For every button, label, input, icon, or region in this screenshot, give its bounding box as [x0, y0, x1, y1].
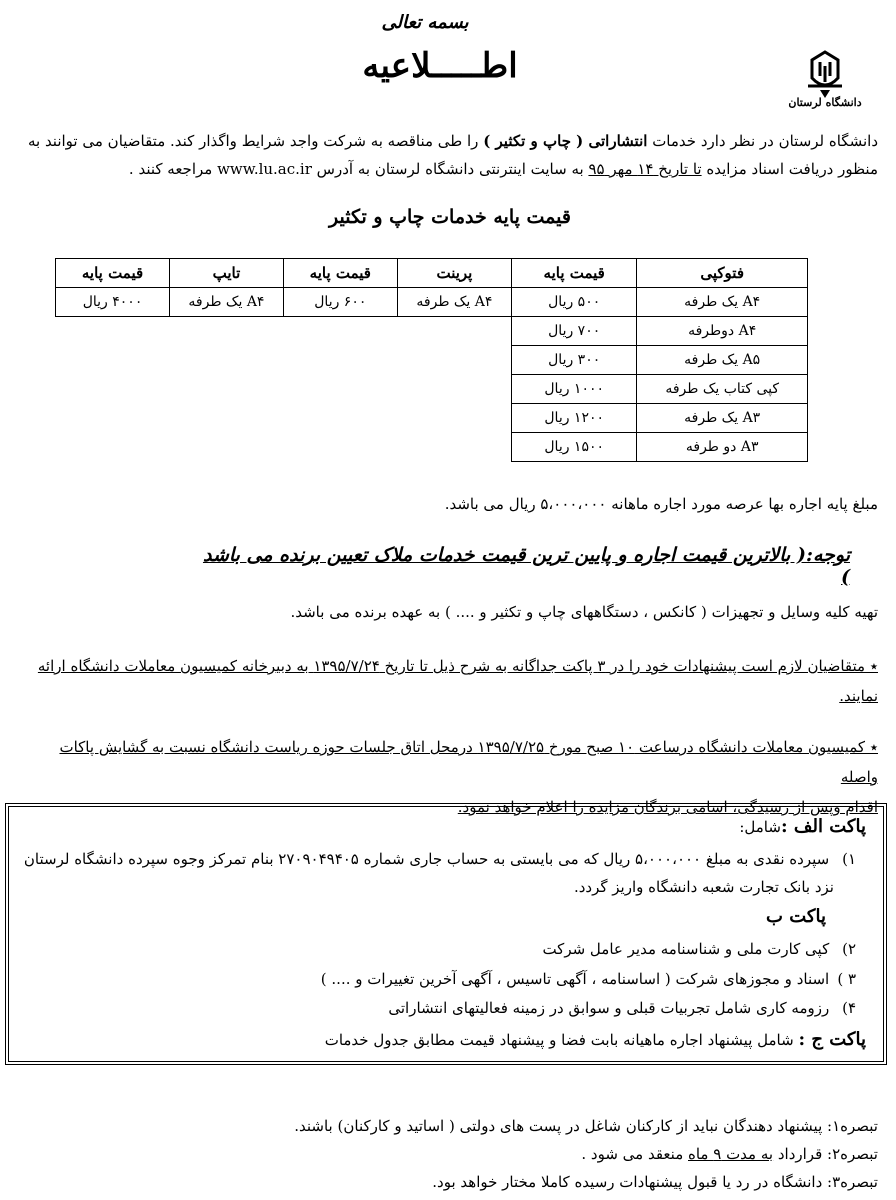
list-item: [20, 848, 856, 870]
deadline-date: تا تاریخ ۱۴ مهر ۹۵: [588, 160, 702, 178]
bullet-submission: [18, 651, 878, 711]
table-cell: ۷۰۰ ریال: [512, 317, 637, 346]
list-number: ۳ ): [837, 970, 856, 988]
table-cell: ۱۲۰۰ ریال: [512, 404, 637, 433]
table-cell: A۳ دو طرفه: [637, 433, 808, 462]
print-type-price-table: [55, 258, 512, 317]
list-text: کپی کارت ملی و شناسنامه مدیر عامل شرکت: [542, 940, 830, 958]
envelope-c-line: [20, 1029, 866, 1051]
table-cell: ۶۰۰ ریال: [283, 288, 397, 317]
note-2-duration: به مدت ۹ ماه: [688, 1145, 774, 1163]
list-item: [20, 938, 856, 960]
envelope-c-text: شامل پیشنهاد اجاره ماهیانه بابت فضا و پیشنهاد قیمت مطابق جدول خدمات: [324, 1031, 794, 1049]
note-2: [18, 1140, 878, 1168]
list-number: ۲): [842, 940, 856, 958]
price-table-title: قیمت پایه خدمات چاپ و تکثیر: [329, 206, 571, 228]
notice-heading: توجه:( بالاترین قیمت اجاره و پایین ترین قیمت خدمات ملاک تعیین برنده می باشد ): [202, 544, 850, 588]
table-row: [512, 433, 808, 462]
list-number: ۴): [842, 999, 856, 1017]
table-cell: A۴ دوطرفه: [637, 317, 808, 346]
envelope-a-title: پاکت الف :: [780, 816, 866, 837]
note-3: تبصره۳: دانشگاه در رد یا قبول پیشنهادات رسیده کاملا مختار خواهد بود.: [432, 1173, 878, 1191]
bismillah-text: بسمه تعالی: [381, 12, 469, 33]
table-row: [512, 317, 808, 346]
table-cell: A۳ یک طرفه: [637, 404, 808, 433]
envelope-b-heading: [20, 906, 826, 928]
page-title: اطـــــلاعیه: [362, 46, 518, 86]
table-cell: ۳۰۰ ریال: [512, 346, 637, 375]
table-row: [512, 346, 808, 375]
table-row: [512, 375, 808, 404]
list-number: ۱): [842, 850, 856, 868]
note-2-c: منعقد می شود .: [581, 1145, 688, 1163]
table-cell: ۱۵۰۰ ریال: [512, 433, 637, 462]
envelope-a-heading: [20, 816, 866, 838]
table-cell: ۱۰۰۰ ریال: [512, 375, 637, 404]
table-row: [512, 288, 808, 317]
table-header-base-price: قیمت پایه: [512, 259, 637, 288]
table-header-base-price: قیمت پایه: [56, 259, 170, 288]
intro-line1-a: دانشگاه لرستان در نظر دارد خدمات: [647, 132, 878, 150]
table-cell: A۴ یک طرفه: [170, 288, 284, 317]
intro-line2-c: به سایت اینترنتی دانشگاه لرستان به آدرس www.lu.ac.ir مراجعه کنند .: [128, 160, 589, 178]
table-row: [56, 288, 512, 317]
table-cell: A۴ یک طرفه: [637, 288, 808, 317]
table-header-print: پرینت: [397, 259, 511, 288]
list-text: سپرده نقدی به مبلغ ۵،۰۰۰،۰۰۰ ریال که می بایستی به حساب جاری شماره ۲۷۰۹۰۴۹۴۰۵ بنام تمرکز وجوه سپرده دانشگاه لرستان: [23, 850, 830, 868]
table-header-photocopy: فتوکپی: [637, 259, 808, 288]
intro-line1-c: را طی مناقصه به شرکت واجد شرایط واگذار کند. متقاضیان می توانند به: [27, 132, 484, 150]
table-cell: ۴۰۰۰ ریال: [56, 288, 170, 317]
intro-paragraph: [18, 127, 878, 183]
table-cell: A۵ یک طرفه: [637, 346, 808, 375]
logo-caption: دانشگاه لرستان: [788, 96, 862, 109]
list-item-continuation: نزد بانک تجارت شعبه دانشگاه واریز گردد.: [573, 878, 834, 896]
rent-line: مبلغ پایه اجاره بها عرصه مورد اجاره ماهانه ۵،۰۰۰،۰۰۰ ریال می باشد.: [444, 495, 878, 513]
envelope-b-title: پاکت ب: [766, 906, 826, 927]
envelopes-box: [5, 803, 887, 1065]
list-text: اسناد و مجوزهای شرکت ( اساسنامه ، آگهی تاسیس ، آگهی آخرین تغییرات و .... ): [320, 970, 830, 988]
envelope-c-title: پاکت ج :: [798, 1029, 866, 1050]
photocopy-price-table: [511, 258, 808, 462]
envelope-a-suffix: شامل:: [739, 818, 781, 836]
list-item: [20, 997, 856, 1019]
intro-services: انتشاراتی ( چاپ و تکثیر ): [483, 132, 648, 150]
note-1: تبصره۱: پیشنهاد دهندگان نباید از کارکنان شاغل در پست های دولتی ( اساتید و کارکنان) باشند.: [294, 1117, 878, 1135]
table-cell: ۵۰۰ ریال: [512, 288, 637, 317]
table-cell: A۴ یک طرفه: [397, 288, 511, 317]
intro-line2-a: منظور دریافت اسناد مزایده: [701, 160, 878, 178]
bullet-opening-line1: ٭ کمیسیون معاملات دانشگاه درساعت ۱۰ صبح مورخ ۱۳۹۵/۷/۲۵ درمحل اتاق جلسات حوزه ریاست دانشگاه نسبت به گشایش پاکات واصله: [59, 738, 878, 786]
table-header-base-price: قیمت پایه: [283, 259, 397, 288]
bullet-submission-line1: ٭ متقاضیان لازم است پیشنهادات خود را در ۳ پاکت جداگانه به شرح ذیل تا تاریخ ۱۳۹۵/۷/۲۴ به دبیرخانه کمیسیون معاملات دانشگاه ارائه: [37, 657, 878, 675]
table-header-type: تایپ: [170, 259, 284, 288]
bullet-submission-line2: نمایند.: [839, 687, 878, 705]
list-item: [20, 968, 856, 990]
bullet-opening-line2: اقدام وپس از رسیدگی، اسامی برندگان مزایده را اعلام خواهد نمود.: [457, 798, 878, 816]
table-cell: کپی کتاب یک طرفه: [637, 375, 808, 404]
list-text: رزومه کاری شامل تجربیات قبلی و سوابق در زمینه فعالیتهای انتشاراتی: [388, 999, 830, 1017]
note-2-a: تبصره۲: قرارداد: [773, 1145, 878, 1163]
table-row: [512, 404, 808, 433]
equipment-line: تهیه کلیه وسایل و تجهیزات ( کانکس ، دستگاههای چاپ و تکثیر و .... ) به عهده برنده می باشد.: [290, 603, 878, 621]
